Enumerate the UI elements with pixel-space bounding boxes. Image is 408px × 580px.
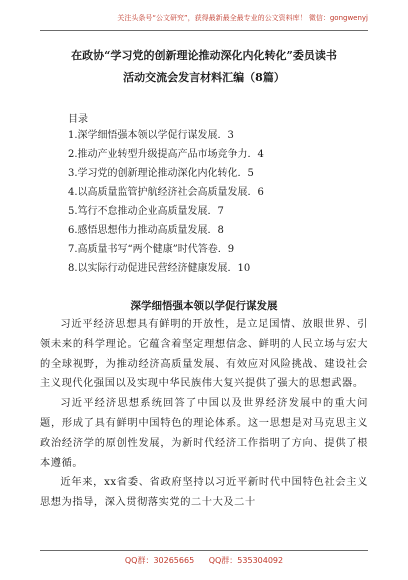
- section-body: [40, 315, 368, 513]
- toc-item[interactable]: 3.学习党的创新理论推动深化内化转化．5: [68, 168, 254, 179]
- toc-item[interactable]: 8.以实际行动促进民营经济健康发展．10: [68, 263, 251, 274]
- toc-item[interactable]: 1.深学细悟强本领以学促行谋发展．3: [68, 130, 234, 141]
- toc-item[interactable]: 7.高质量书写“两个健康”时代答卷．9: [68, 244, 235, 255]
- toc-heading: 目录: [68, 114, 88, 125]
- body-paragraph: 习近平经济思想系统回答了中国以及世界经济发展中的重大问题，形成了具有鲜明中国特色的理论体系。这一思想是对马克思主义政治经济学的原创性发展，为新时代经济工作指明了方向、提供了根本遵循。: [40, 398, 368, 469]
- body-paragraph: 习近平经济思想具有鲜明的开放性，是立足国情、放眼世界、引领未来的科学理论。它蕴含着坚定理想信念、鲜明的人民立场与宏大的全球视野，为推动经济高质量发展、有效应对风险挑战、建设社会主义现代化强国以及实现中华民族伟大复兴提供了强大的思想武器。: [40, 319, 368, 390]
- toc-item[interactable]: 6.感悟思想伟力推动高质量发展．8: [68, 225, 224, 236]
- table-of-contents: [68, 126, 264, 278]
- toc-item[interactable]: 4.以高质量监管护航经济社会高质量发展．6: [68, 187, 264, 198]
- header-divider: [40, 30, 368, 31]
- document-title: [40, 45, 368, 89]
- footer-divider: [40, 550, 368, 551]
- section-title: 深学细悟强本领以学促行谋发展: [130, 300, 278, 312]
- header-promo-note: 关注头条号“公文研究”，获得最新最全最专业的公文资料库！ 微信：gongwenyj: [117, 14, 368, 22]
- toc-item[interactable]: 2.推动产业转型升级提高产品市场竞争力．4: [68, 149, 264, 160]
- body-paragraph: 近年来，xx省委、省政府坚持以习近平新时代中国特色社会主义思想为指导，深入贯彻落实党的二十大及二十: [40, 477, 368, 509]
- document-title-line-2: 活动交流会发言材料汇编（8篇）: [123, 71, 285, 84]
- toc-item[interactable]: 5.笃行不怠推动企业高质量发展．7: [68, 206, 224, 217]
- document-title-line-1: 在政协“学习党的创新理论推动深化内化转化”委员读书: [71, 49, 337, 62]
- footer-qq-groups: QQ群：30265665 QQ群：535304092: [124, 556, 284, 565]
